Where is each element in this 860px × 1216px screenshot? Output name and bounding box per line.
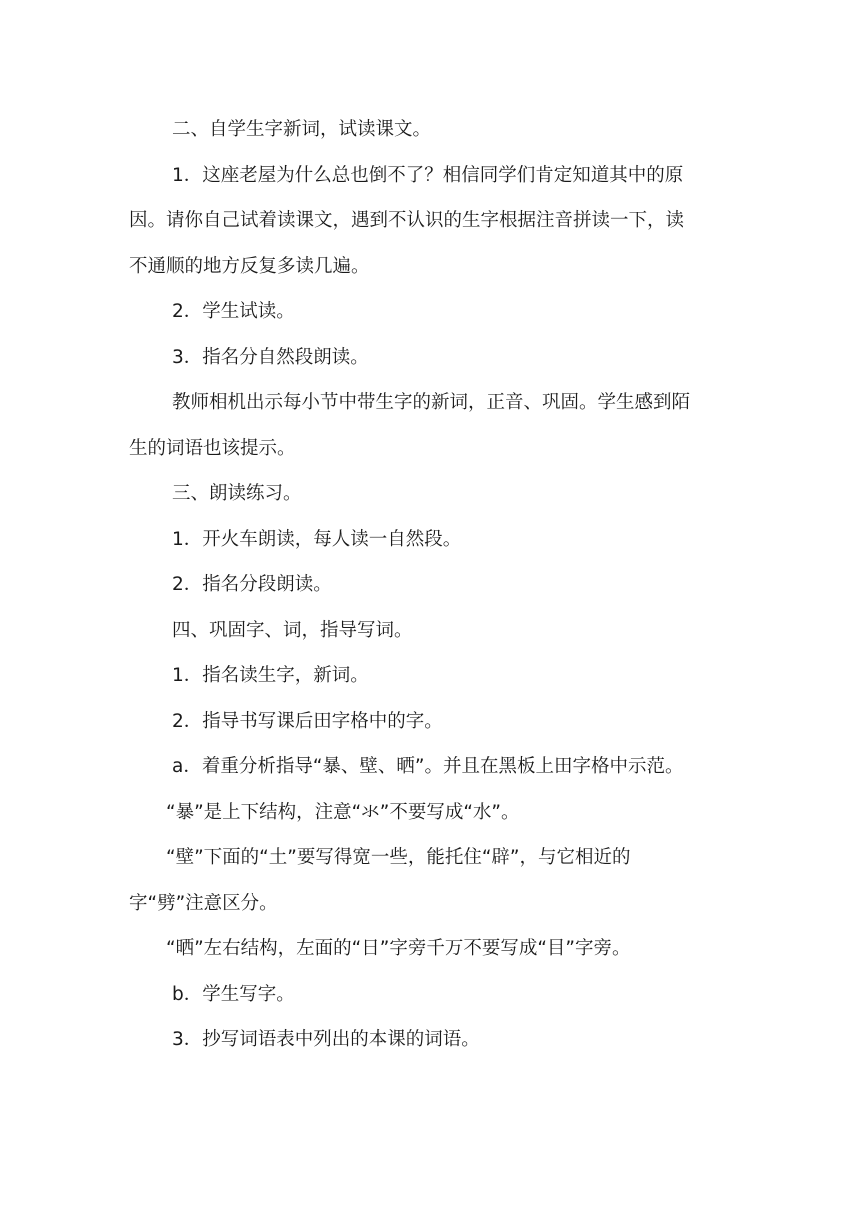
paragraph [129,289,731,335]
text-line: “晒”左右结构，左面的“日”字旁千万不要写成“目”字旁。 [166,938,631,959]
text-line: “壁”下面的“土”要写得宽一些，能托住“辟”，与它相近的 [166,847,631,868]
paragraph [129,699,731,745]
text-line: 2．学生试读。 [172,301,295,322]
paragraph [129,653,731,699]
paragraph [129,153,731,290]
text-line: 因。请你自己试着读课文，遇到不认识的生字根据注音拼读一下，读 [129,210,685,231]
paragraph [129,335,731,381]
document-body [129,107,731,1063]
text-line: 1．这座老屋为什么总也倒不了？相信同学们肯定知道其中的原 [172,164,684,186]
text-line: b．学生写字。 [172,983,295,1005]
text-line: 2．指导书写课后田字格中的字。 [172,710,443,732]
paragraph [129,562,731,608]
text-line: “暴”是上下结构，注意“氺”不要写成“水”。 [166,801,520,823]
text-line: 二、自学生字新词，试读课文。 [172,119,432,140]
text-line: 字“劈”注意区分。 [129,892,278,914]
paragraph [129,926,731,972]
text-line: 教师相机出示每小节中带生字的新词，正音、巩固。学生感到陌 [172,392,691,413]
text-line: 生的词语也该提示。 [129,437,296,459]
paragraph [129,380,731,471]
text-line: 2．指名分段朗读。 [172,574,332,595]
paragraph [129,744,731,790]
text-line: 1．开火车朗读，每人读一自然段。 [172,528,462,550]
paragraph [129,608,731,654]
text-line: a．着重分析指导“暴、壁、晒”。并且在黑板上田字格中示范。 [172,756,684,777]
paragraph [129,1017,731,1063]
text-line: 不通顺的地方反复多读几遍。 [129,255,370,277]
text-line: 1．指名读生字，新词。 [172,665,369,686]
paragraph [129,790,731,836]
paragraph [129,835,731,926]
paragraph [129,471,731,517]
text-line: 四、巩固字、词，指导写词。 [172,619,413,641]
paragraph [129,972,731,1018]
text-line: 3．抄写词语表中列出的本课的词语。 [172,1029,480,1050]
paragraph [129,107,731,153]
text-line: 3．指名分自然段朗读。 [172,346,369,368]
text-line: 三、朗读练习。 [172,483,302,504]
paragraph [129,517,731,563]
